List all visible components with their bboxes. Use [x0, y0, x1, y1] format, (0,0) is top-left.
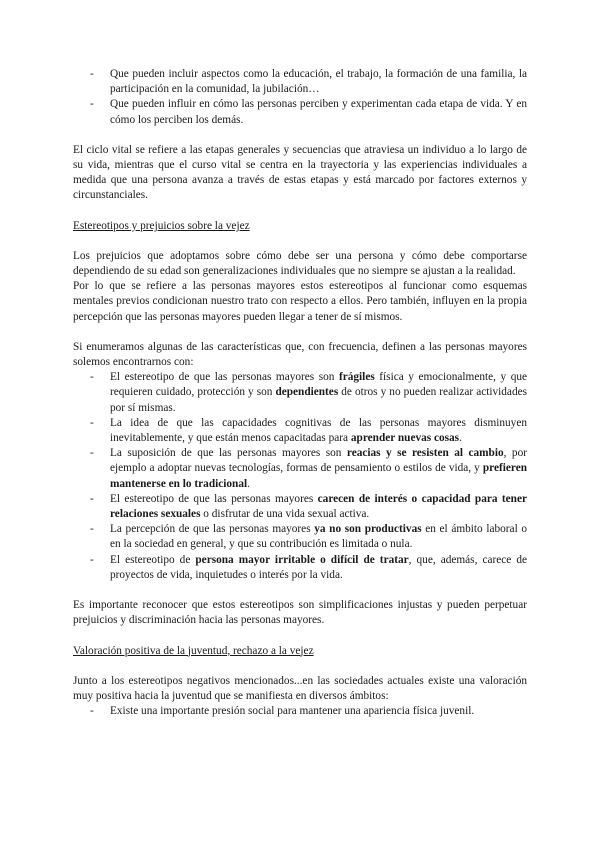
document-body	[73, 67, 527, 719]
top-bullet-list	[73, 67, 527, 128]
bold-term: carecen de interés o capacidad para tener relaciones sexuales	[110, 492, 527, 521]
item-text: , por ejemplo a adoptar nuevas tecnologías, formas de pensamiento o estilos de vida, y	[110, 447, 527, 475]
list-item: - Que pueden influir en cómo las personas perciben y experimentan cada etapa de vida. Y en cómo los perciben los demás.	[73, 97, 527, 127]
paragraph-personas-mayores: Por lo que se refiere a las personas mayores estos estereotipos al funcionar como esquemas mentales previos condicionan nuestro trato con respecto a ellos. Pero también, influyen en la propia percepción que las personas mayores pueden llegar a tener de sí mismos.	[73, 280, 527, 323]
section-heading-estereotipos: Estereotipos y prejuicios sobre la vejez	[73, 219, 250, 232]
list-item	[73, 522, 527, 552]
bold-term: frágiles	[338, 371, 375, 384]
paragraph-ciclo-vital: El ciclo vital se refiere a las etapas generales y secuencias que atraviesa un individuo a lo largo de su vida, mientras que el curso vital se centra en la trayectoria y las experiencias individuales a medida que una persona avanza a través de estas etapas y está marcado por factores externos y circunstanciales.	[73, 143, 527, 202]
item-text: El estereotipo de que las personas mayores	[110, 492, 318, 505]
item-text: La idea de que las capacidades cognitivas de las personas mayores disminuyen inevitablemente, y que están menos capacitadas para	[110, 416, 527, 445]
list-item	[73, 553, 527, 583]
section-heading-valoracion: Valoración positiva de la juventud, rechazo a la vejez	[73, 644, 314, 657]
bold-term: ya no son productivas	[314, 523, 422, 536]
bottom-bullet-list	[73, 704, 527, 719]
bold-term: reacias y se resisten al cambio	[346, 447, 504, 460]
bold-term: persona mayor irritable o difícil de tratar	[195, 553, 409, 566]
paragraph-junto: Junto a los estereotipos negativos mencionados...en las sociedades actuales existe una valoración muy positiva hacia la juventud que se manifiesta en diversos ámbitos:	[73, 674, 527, 702]
list-item	[73, 492, 527, 522]
item-text: de otros y no pueden realizar actividades por sí mismas.	[110, 386, 528, 414]
item-text: física y emocionalmente, y que requieren cuidado, protección y son	[110, 371, 527, 399]
item-text: .	[459, 432, 462, 445]
item-text: El estereotipo de	[110, 553, 196, 566]
stereotype-list	[73, 370, 527, 583]
item-text: La percepción de que las personas mayores	[110, 523, 315, 536]
item-text: .	[247, 477, 250, 490]
item-text: El estereotipo de que las personas mayores son	[110, 371, 339, 384]
list-item	[73, 446, 527, 492]
bold-term: aprender nuevas cosas	[350, 432, 460, 445]
list-item: - Existe una importante presión social para mantener una apariencia física juvenil.	[73, 704, 527, 719]
bold-term: dependientes	[275, 386, 339, 399]
list-item	[73, 370, 527, 416]
bold-term: prefieren mantenerse en lo tradicional	[110, 462, 527, 490]
paragraph-enumeramos: Si enumeramos algunas de las características que, con frecuencia, definen a las personas mayores solemos encontrarnos con:	[73, 340, 527, 369]
list-item: - Que pueden incluir aspectos como la educación, el trabajo, la formación de una familia, la participación en la comunidad, la jubilación…	[73, 67, 527, 97]
item-text: La suposición de que las personas mayores son	[110, 447, 347, 460]
item-text: o disfrutar de una vida sexual activa.	[200, 508, 370, 521]
list-item	[73, 416, 527, 446]
item-text: , que, además, carece de proyectos de vida, inquietudes o interés por la vida.	[110, 553, 527, 581]
paragraph-importante: Es importante reconocer que estos estereotipos son simplificaciones injustas y pueden perpetuar prejuicios y discriminación hacia las personas mayores.	[73, 599, 527, 627]
item-text: en el ámbito laboral o en la sociedad en general, y que su contribución es limitada o nula.	[110, 523, 527, 551]
paragraph-prejuicios: Los prejuicios que adoptamos sobre cómo debe ser una persona y cómo debe comportarse dependiendo de su edad son generalizaciones individuales que no siempre se ajustan a la realidad.	[73, 249, 527, 278]
